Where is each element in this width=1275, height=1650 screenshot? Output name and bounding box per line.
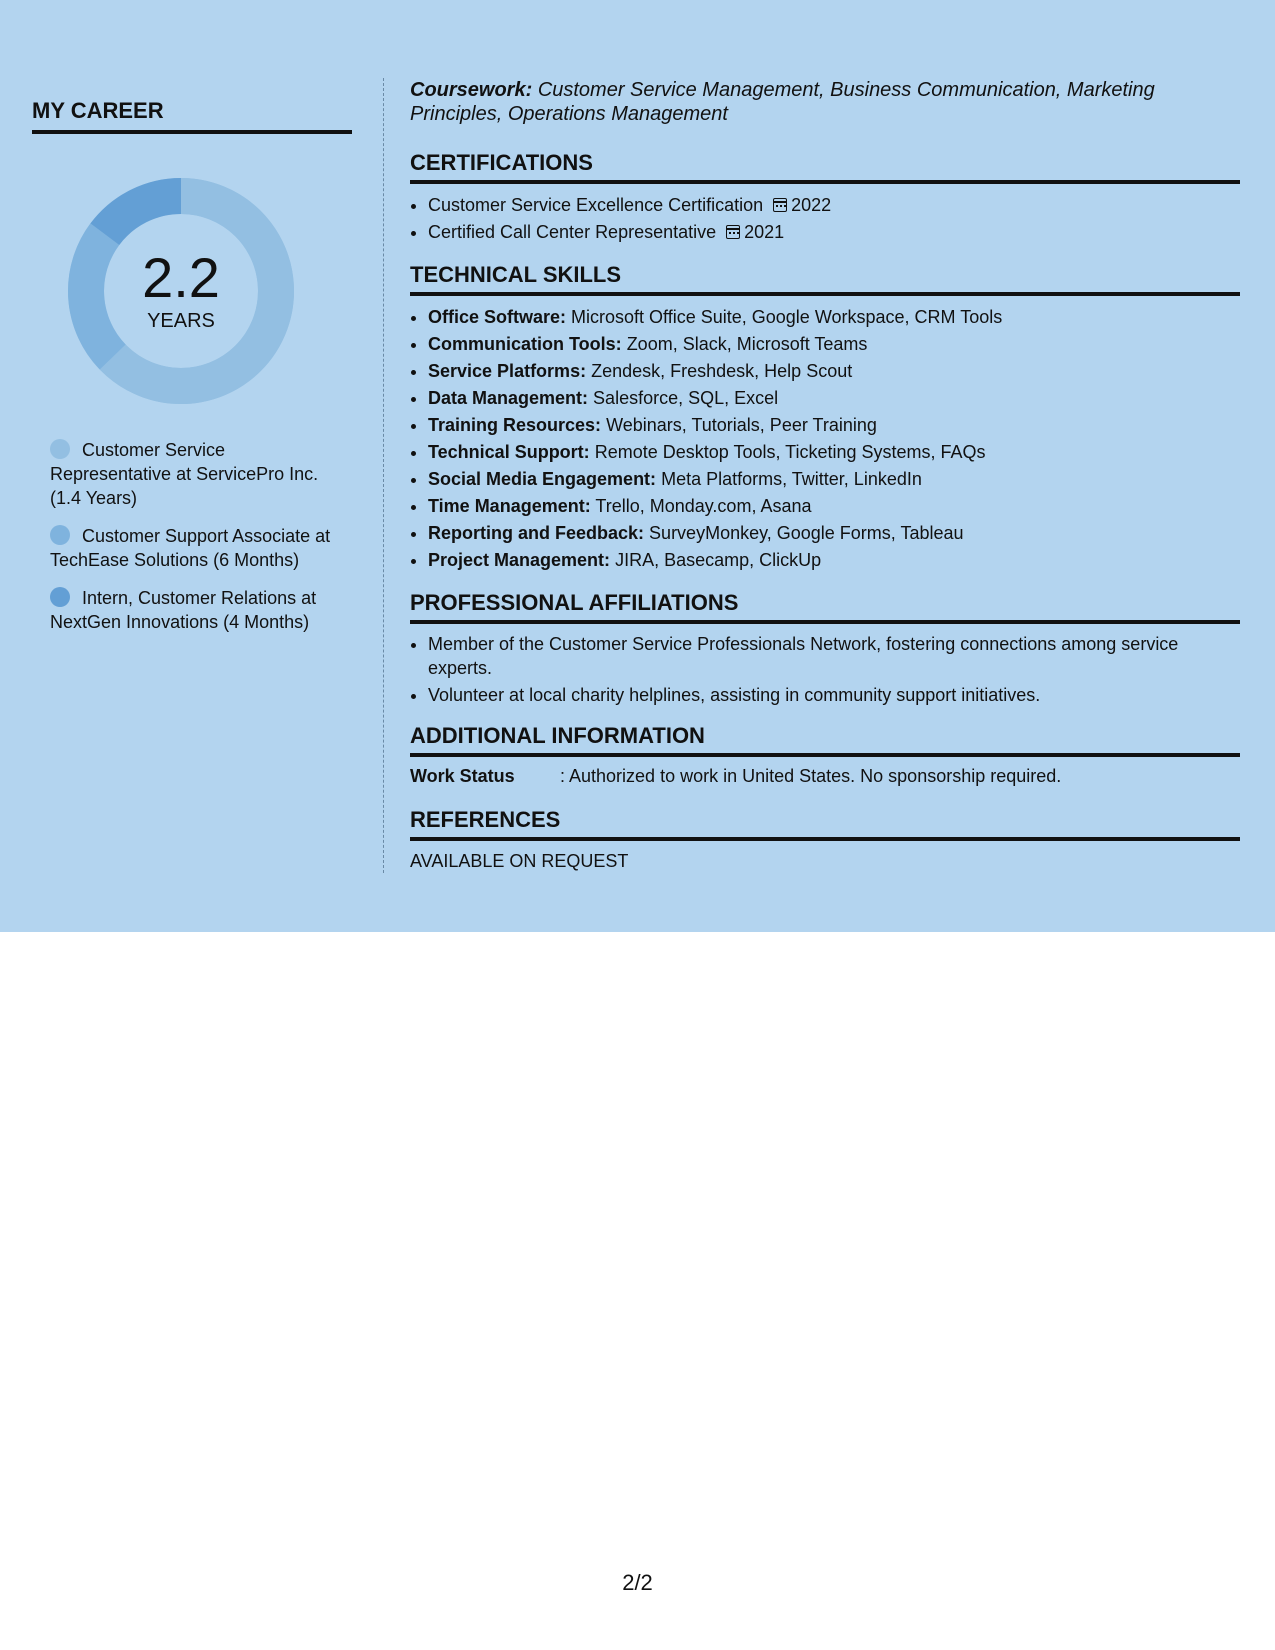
skill-item <box>428 466 1240 493</box>
skill-label: Reporting and Feedback: <box>428 523 645 543</box>
skill-value: JIRA, Basecamp, ClickUp <box>615 550 822 570</box>
coursework-text: Customer Service Management, Business Communication, Marketing Principles, Operations Management <box>410 79 1155 125</box>
career-donut-chart <box>66 176 296 406</box>
legend-item <box>50 524 335 572</box>
column-divider <box>383 78 384 873</box>
legend-item <box>50 438 335 510</box>
skill-item <box>428 547 1240 574</box>
skills-title: TECHNICAL SKILLS <box>410 262 1240 296</box>
skill-value: Webinars, Tutorials, Peer Training <box>606 415 877 435</box>
legend-label: Customer Support Associate at TechEase Solutions (6 Months) <box>50 526 331 570</box>
career-title: MY CAREER <box>32 98 352 134</box>
career-legend <box>50 438 335 634</box>
affiliations-title: PROFESSIONAL AFFILIATIONS <box>410 590 1240 624</box>
coursework-label: Coursework: <box>410 79 533 101</box>
certification-year: 2021 <box>744 222 785 242</box>
career-section <box>32 98 352 648</box>
certifications-title: CERTIFICATIONS <box>410 150 1240 184</box>
references-text: AVAILABLE ON REQUEST <box>410 851 629 871</box>
skill-label: Time Management: <box>428 496 591 516</box>
skill-label: Data Management: <box>428 388 589 408</box>
career-total-years: 2.2 <box>142 245 220 309</box>
certification-name: Customer Service Excellence Certification <box>428 195 764 215</box>
legend-dot <box>50 525 70 545</box>
skill-item <box>428 385 1240 412</box>
certification-year: 2022 <box>791 195 832 215</box>
coursework <box>410 78 1240 126</box>
skill-item <box>428 358 1240 385</box>
skill-value: Zoom, Slack, Microsoft Teams <box>626 334 868 354</box>
skill-value: Trello, Monday.com, Asana <box>595 496 812 516</box>
skill-item <box>428 520 1240 547</box>
skill-value: Meta Platforms, Twitter, LinkedIn <box>661 469 922 489</box>
main-column <box>410 78 1240 872</box>
affiliations-list <box>410 632 1240 707</box>
skill-label: Social Media Engagement: <box>428 469 657 489</box>
skill-item <box>428 439 1240 466</box>
skill-label: Technical Support: <box>428 442 590 462</box>
work-status-row <box>410 766 1240 787</box>
skill-value: Remote Desktop Tools, Ticketing Systems, FAQs <box>594 442 986 462</box>
certifications-list <box>410 192 1240 246</box>
legend-label: Customer Service Representative at ServicePro Inc. (1.4 Years) <box>50 440 319 508</box>
skill-label: Communication Tools: <box>428 334 622 354</box>
legend-label: Intern, Customer Relations at NextGen Innovations (4 Months) <box>50 588 317 632</box>
references-title: REFERENCES <box>410 807 1240 841</box>
affiliation-item: • Volunteer at local charity helplines, assisting in community support initiatives. <box>428 683 1240 707</box>
certification-item <box>428 192 1240 219</box>
skills-list <box>410 304 1240 574</box>
skill-item <box>428 304 1240 331</box>
affiliation-item: • Member of the Customer Service Professionals Network, fostering connections among service experts. <box>428 632 1240 680</box>
skill-label: Project Management: <box>428 550 611 570</box>
skill-item <box>428 331 1240 358</box>
calendar-icon <box>726 225 740 239</box>
calendar-icon <box>773 198 787 212</box>
skill-label: Office Software: <box>428 307 567 327</box>
skill-label: Training Resources: <box>428 415 602 435</box>
skill-value: Microsoft Office Suite, Google Workspace, CRM Tools <box>571 307 1003 327</box>
skill-item <box>428 412 1240 439</box>
page-number: 2/2 <box>622 1570 653 1595</box>
work-status-value: : Authorized to work in United States. No sponsorship required. <box>560 766 1062 786</box>
additional-info-title: ADDITIONAL INFORMATION <box>410 723 1240 757</box>
career-years-unit: YEARS <box>147 309 215 332</box>
skill-value: Zendesk, Freshdesk, Help Scout <box>591 361 853 381</box>
certification-item <box>428 219 1240 246</box>
certification-name: Certified Call Center Representative <box>428 222 717 242</box>
work-status-label: Work Status <box>410 766 515 786</box>
skill-item <box>428 493 1240 520</box>
skill-value: Salesforce, SQL, Excel <box>593 388 779 408</box>
skill-label: Service Platforms: <box>428 361 587 381</box>
legend-item <box>50 586 335 634</box>
skill-value: SurveyMonkey, Google Forms, Tableau <box>649 523 964 543</box>
donut-center <box>66 176 296 406</box>
legend-dot <box>50 587 70 607</box>
legend-dot <box>50 439 70 459</box>
